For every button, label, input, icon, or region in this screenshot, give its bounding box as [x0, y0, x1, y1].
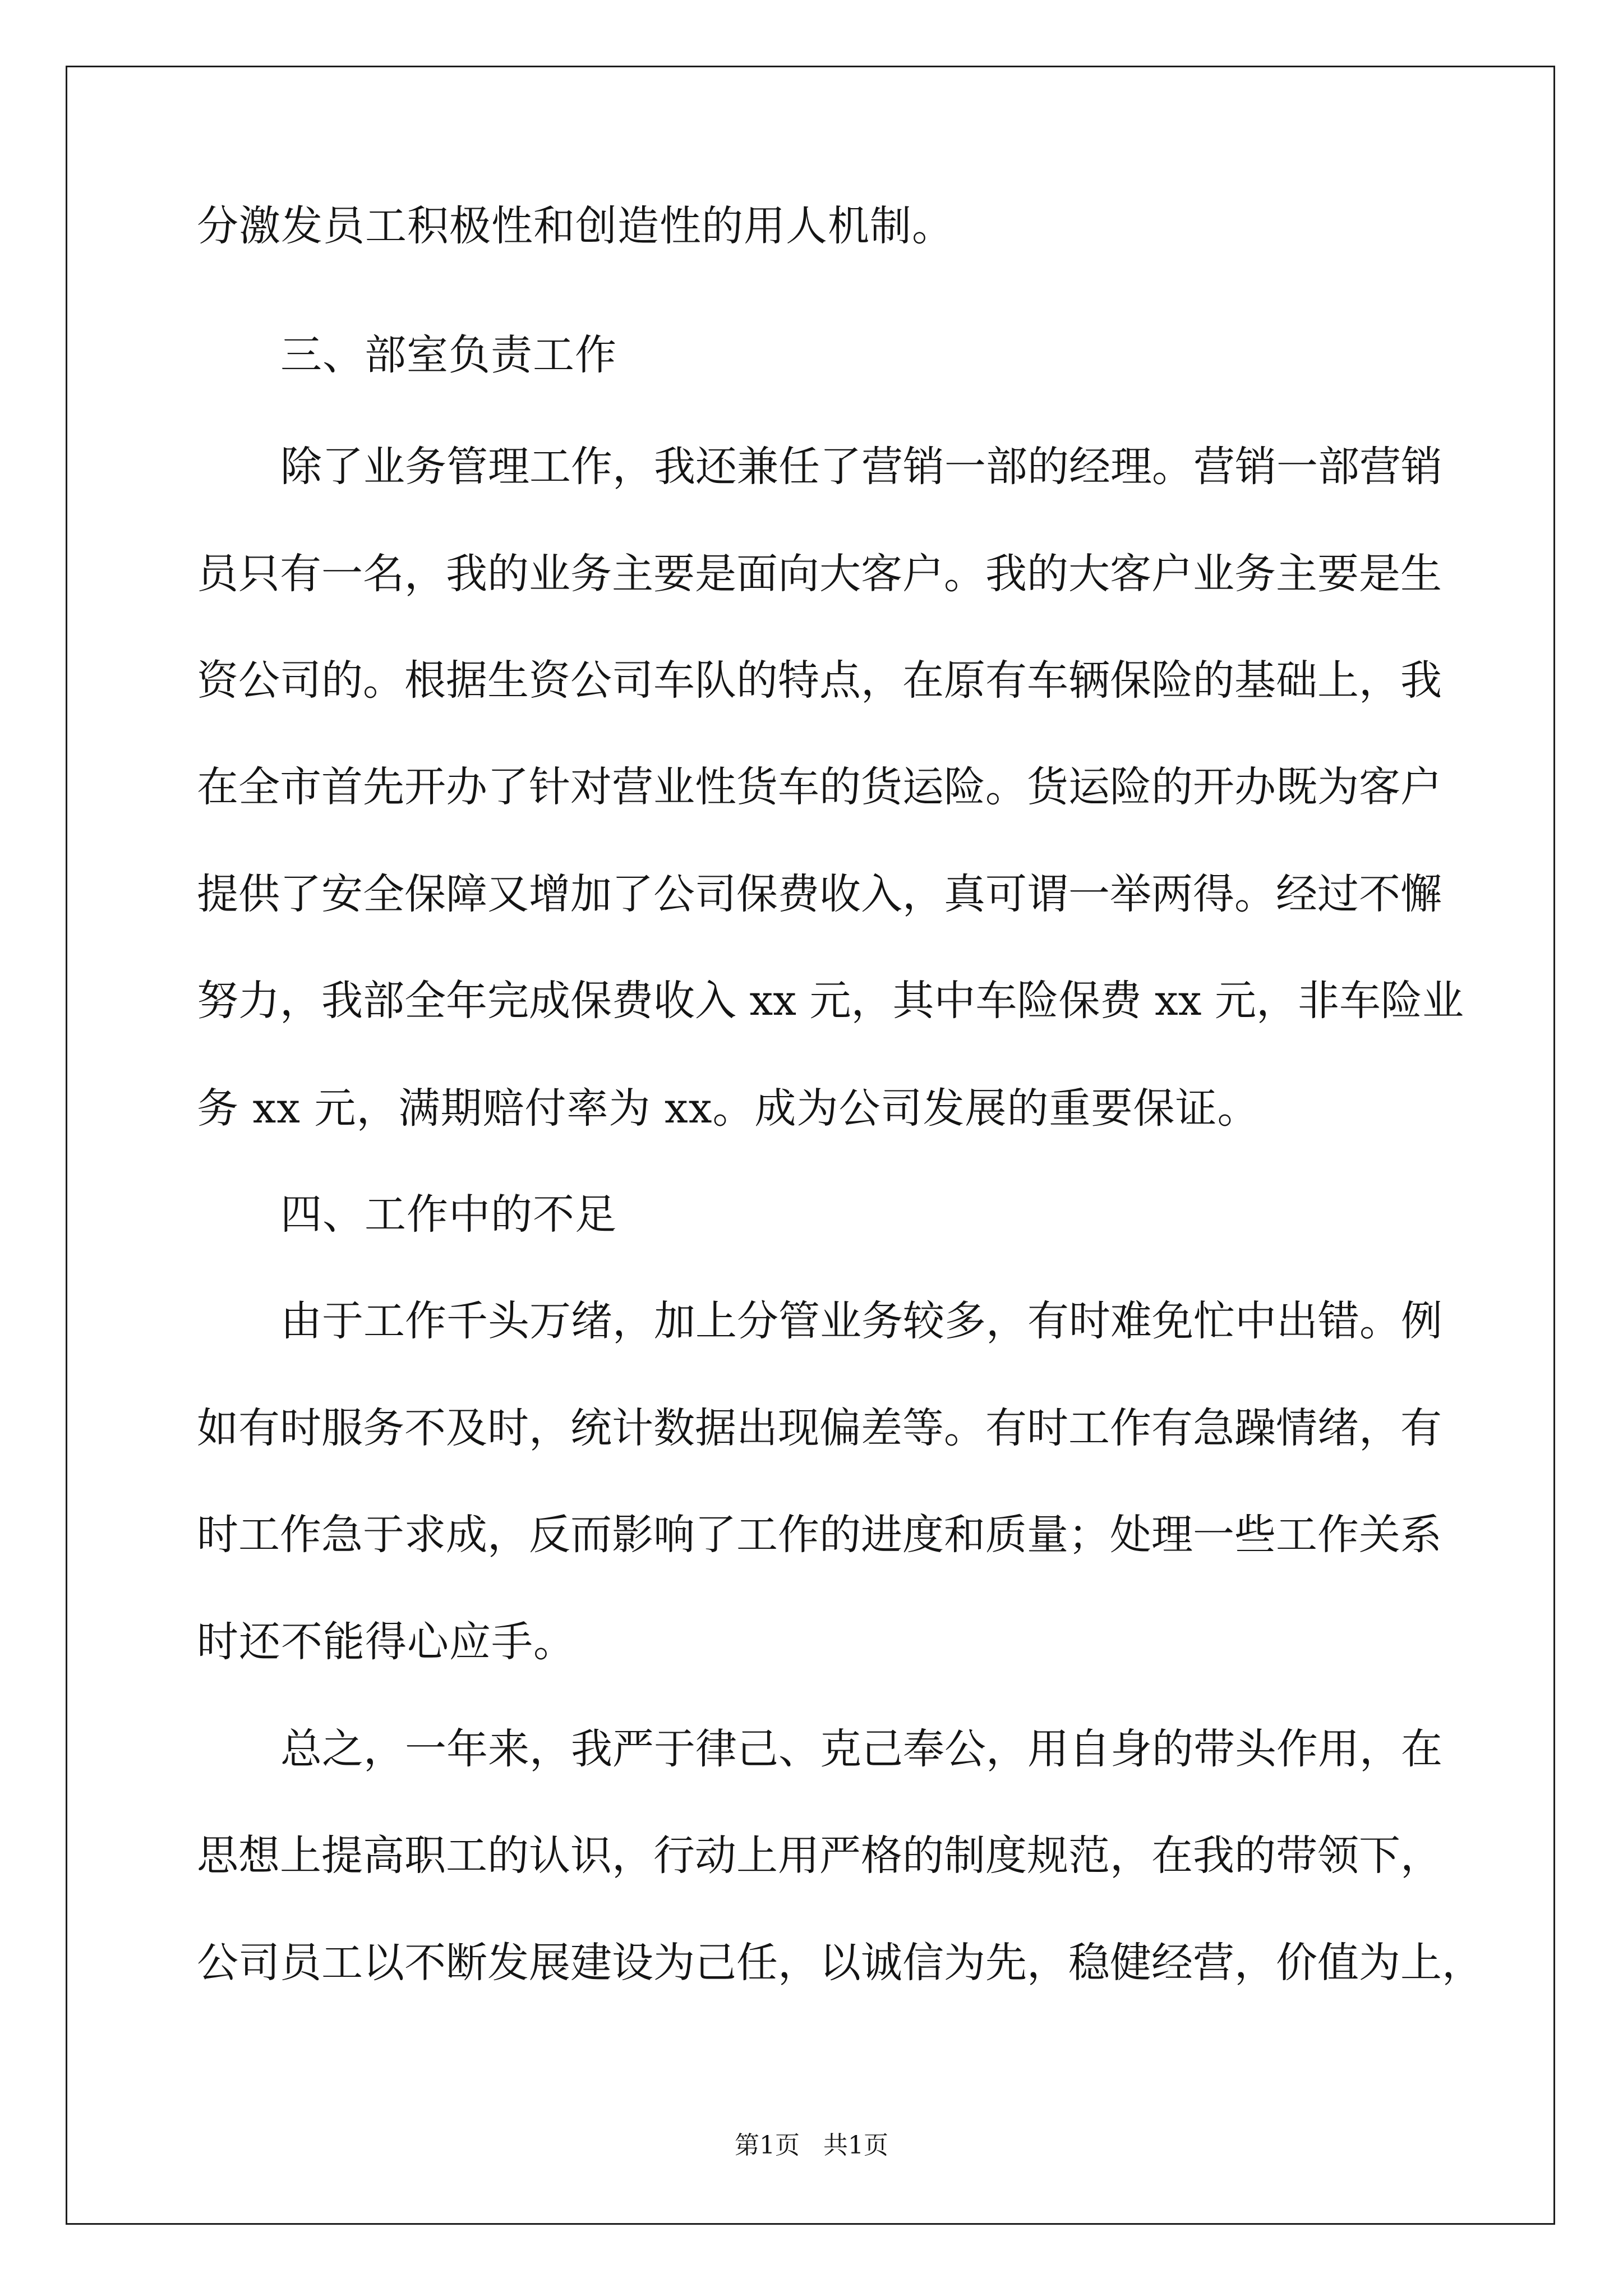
paragraph-line: 员只有一名，我的业务主要是面向大客户。我的大客户业务主要是生 — [197, 550, 1442, 598]
paragraph-line: 资公司的。根据生资公司车队的特点，在原有车辆保险的基础上，我 — [197, 656, 1442, 705]
paragraph-line: 努力，我部全年完成保费收入 xx 元，其中车险保费 xx 元，非车险业 — [197, 977, 1464, 1025]
paragraph-line: 分激发员工积极性和创造性的用人机制。 — [197, 202, 954, 250]
paragraph-line: 公司员工以不断发展建设为己任，以诚信为先，稳健经营，价值为上， — [197, 1939, 1483, 1987]
paragraph-line: 时还不能得心应手。 — [197, 1618, 575, 1666]
paragraph-line: 如有时服务不及时，统计数据出现偏差等。有时工作有急躁情绪，有 — [197, 1404, 1442, 1452]
section-heading: 四、工作中的不足 — [280, 1190, 617, 1239]
paragraph-line: 思想上提高职工的认识，行动上用严格的制度规范，在我的带领下， — [197, 1832, 1442, 1880]
paragraph-line: 务 xx 元，满期赔付率为 xx。成为公司发展的重要保证。 — [197, 1084, 1260, 1133]
paragraph-line: 由于工作千头万绪，加上分管业务较多，有时难免忙中出错。例 — [280, 1297, 1442, 1345]
page-footer: 第1页 共1页 — [735, 2131, 888, 2160]
paragraph-line: 在全市首先开办了针对营业性货车的货运险。货运险的开办既为客户 — [197, 763, 1442, 811]
section-heading: 三、部室负责工作 — [280, 331, 617, 379]
paragraph-line: 提供了安全保障又增加了公司保费收入，真可谓一举两得。经过不懈 — [197, 870, 1442, 918]
page-border — [66, 66, 1555, 2225]
paragraph-line: 时工作急于求成，反而影响了工作的进度和质量；处理一些工作关系 — [197, 1511, 1442, 1559]
paragraph-line: 除了业务管理工作，我还兼任了营销一部的经理。营销一部营销 — [280, 443, 1442, 491]
paragraph-line: 总之，一年来，我严于律己、克己奉公，用自身的带头作用，在 — [280, 1725, 1442, 1773]
